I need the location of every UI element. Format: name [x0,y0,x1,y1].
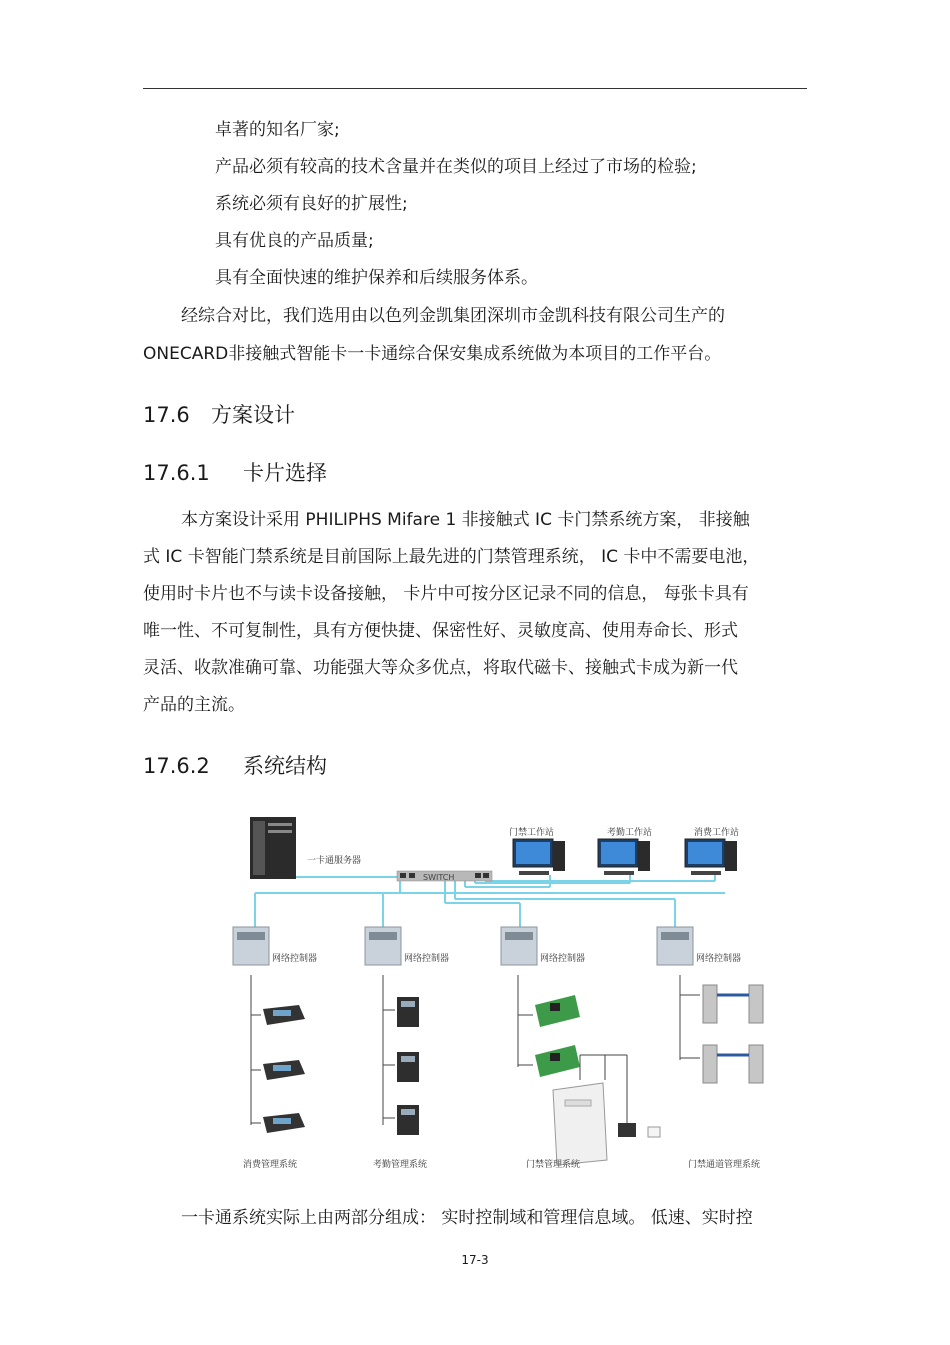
bullet-line-3: 系统必须有良好的扩展性; [215,194,408,214]
network-lines [255,875,725,927]
subsection-number-2: 17.6.2 [143,754,210,778]
subsection-number-1: 17.6.1 [143,461,210,485]
turnstile-icon-1 [703,985,763,1023]
system-label-access: 门禁管理系统 [526,1160,581,1170]
controller-label-4: 网络控制器 [696,954,742,964]
para2-line-3: 使用时卡片也不与读卡设备接触， 卡片中可按分区记录不同的信息， 每张卡具有 [143,584,749,604]
controller-icon-3 [501,927,537,965]
server-label: 一卡通服务器 [307,856,362,866]
pos-terminal-icon-2 [263,1060,305,1080]
attendance-reader-icon-1 [397,997,419,1027]
subsection-heading-1 [143,459,327,487]
workstation-label-3: 消费工作站 [694,828,740,838]
controller-icon-1 [233,927,269,965]
workstation-label-2: 考勤工作站 [607,828,653,838]
controller-label-1: 网络控制器 [272,954,318,964]
para2-line-6: 产品的主流。 [143,695,245,715]
controller-icon-2 [365,927,401,965]
workstation-label-1: 门禁工作站 [509,828,555,838]
bullet-line-1: 卓著的知名厂家; [215,120,340,140]
system-label-attendance: 考勤管理系统 [373,1160,428,1170]
server-icon [250,817,296,879]
para2-line-4: 唯一性、不可复制性，具有方便快捷、保密性好、灵敏度高、使用寿命长、形式 [143,621,738,641]
system-label-consumption: 消费管理系统 [243,1160,298,1170]
para2-line-5: 灵活、收款准确可靠、功能强大等众多优点，将取代磁卡、接触式卡成为新一代 [143,658,738,678]
bullet-line-2: 产品必须有较高的技术含量并在类似的项目上经过了市场的检验; [215,157,697,177]
switch-label: SWITCH [423,873,455,882]
section-number: 17.6 [143,403,190,427]
para1-line-1: 经综合对比，我们选用由以色列金凯集团深圳市金凯科技有限公司生产的 [181,306,725,326]
attendance-reader-icon-2 [397,1052,419,1082]
bullet-line-5: 具有全面快速的维护保养和后续服务体系。 [215,268,538,288]
header-rule [143,88,807,89]
control-board-icon-1 [535,995,580,1027]
section-heading [143,401,295,429]
subsection-heading-2 [143,752,327,780]
system-label-passage: 门禁通道管理系统 [688,1160,761,1170]
controller-label-2: 网络控制器 [404,954,450,964]
pos-terminal-icon-1 [263,1005,305,1025]
controller-label-3: 网络控制器 [540,954,586,964]
controller-icon-4 [657,927,693,965]
para3-line-1: 一卡通系统实际上由两部分组成： 实时控制域和管理信息域。 低速、实时控 [181,1208,753,1228]
turnstile-icon-2 [703,1045,763,1083]
workstation-icon-3 [685,839,737,875]
workstation-icon-2 [598,839,650,875]
card-reader-icon [618,1123,636,1137]
subsection-title-1: 卡片选择 [243,461,327,485]
cabinet-icon [553,1083,607,1165]
control-board-icon-2 [535,1045,580,1077]
page-number: 17-3 [461,1253,489,1267]
para2-line-1: 本方案设计采用 PHILIPHS Mifare 1 非接触式 IC 卡门禁系统方案， 非接触 [181,510,750,530]
pos-terminal-icon-3 [263,1113,305,1133]
exit-button-icon [648,1127,660,1137]
bullet-line-4: 具有优良的产品质量; [215,231,374,251]
para1-line-2: ONECARD非接触式智能卡一卡通综合保安集成系统做为本项目的工作平台。 [143,344,722,364]
system-structure-diagram [175,805,785,1185]
device-wiring [251,975,700,1125]
subsection-title-2: 系统结构 [243,754,327,778]
workstation-icon-1 [513,839,565,875]
section-title: 方案设计 [211,403,295,427]
attendance-reader-icon-3 [397,1105,419,1135]
para2-line-2: 式 IC 卡智能门禁系统是目前国际上最先进的门禁管理系统， IC 卡中不需要电池， [143,547,760,567]
